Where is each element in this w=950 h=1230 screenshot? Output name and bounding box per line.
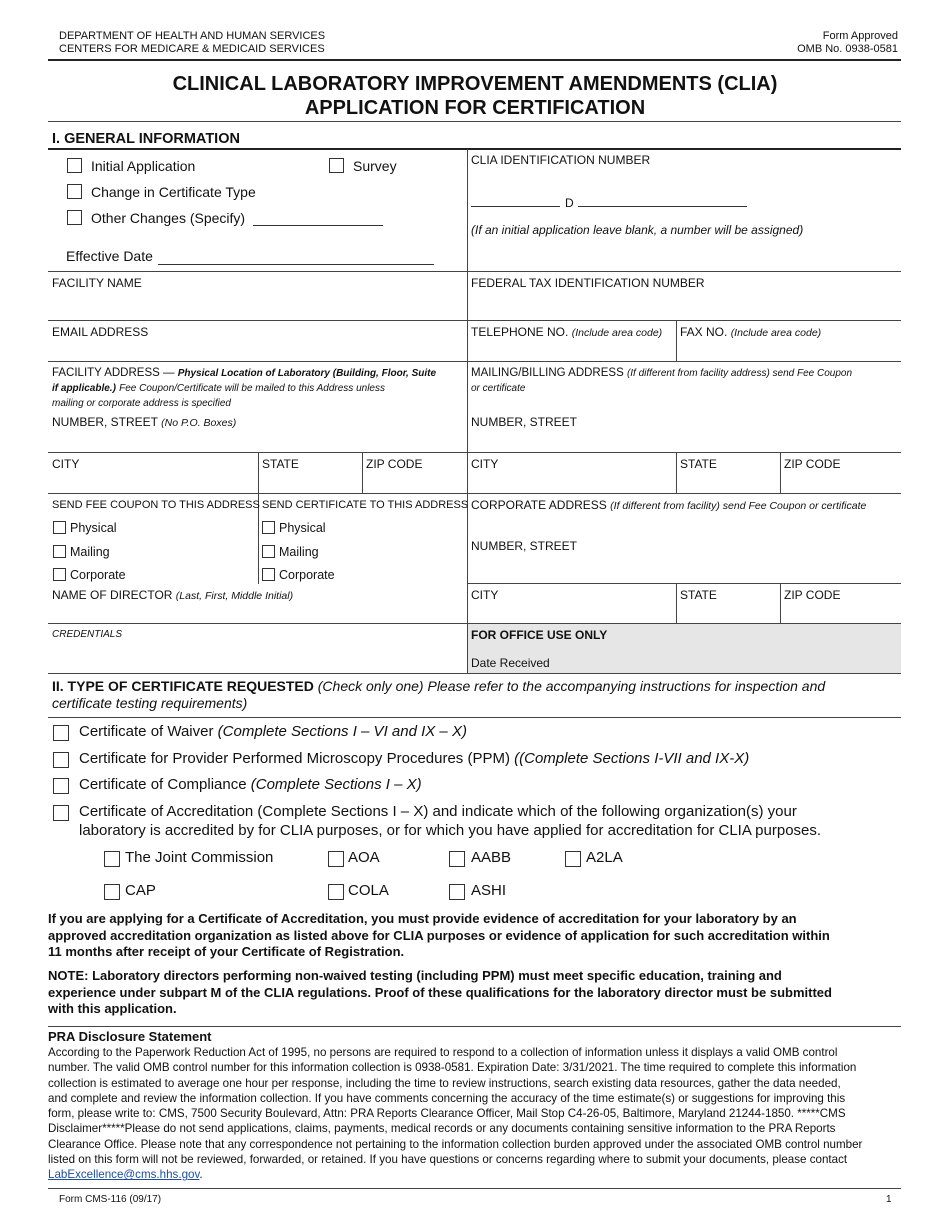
corporate-zip-label: ZIP CODE xyxy=(784,588,841,602)
clia-id-field-part-2[interactable] xyxy=(578,206,747,207)
mailing-state-label: STATE xyxy=(680,457,717,471)
pra-line: collection is estimated to average one hour per response, including the time to review instructions, search existing data resources, gather the data needed, xyxy=(48,1076,841,1090)
section-1-rule xyxy=(48,148,901,150)
fee-physical-checkbox[interactable] xyxy=(53,521,66,534)
accreditation-checkbox[interactable] xyxy=(53,805,69,821)
footer-rule xyxy=(48,1188,901,1189)
org-cola-label: COLA xyxy=(348,882,389,899)
pra-heading: PRA Disclosure Statement xyxy=(48,1029,212,1044)
cert-physical-label: Physical xyxy=(279,521,326,535)
date-received-label: Date Received xyxy=(471,656,550,670)
initial-application-checkbox[interactable] xyxy=(67,158,82,173)
fee-corporate-checkbox[interactable] xyxy=(53,568,66,581)
fee-corporate-label: Corporate xyxy=(70,568,126,582)
pra-rule xyxy=(48,1026,901,1027)
credentials-label: CREDENTIALS xyxy=(52,629,123,640)
page-number: 1 xyxy=(886,1194,892,1205)
org-joint-commission-label: The Joint Commission xyxy=(125,849,274,866)
ppm-note: ((Complete Sections I-VII and IX-X) xyxy=(514,750,750,767)
grid-col-line xyxy=(362,452,363,494)
cert-mailing-label: Mailing xyxy=(279,545,319,559)
waiver-checkbox[interactable] xyxy=(53,725,69,741)
facility-state-label: STATE xyxy=(262,457,299,471)
header-rule xyxy=(48,59,901,61)
federal-tax-id-label: FEDERAL TAX IDENTIFICATION NUMBER xyxy=(471,276,705,290)
mailing-address-text: MAILING/BILLING ADDRESS xyxy=(471,367,624,379)
no-po-boxes-note: (No P.O. Boxes) xyxy=(161,417,237,429)
corporate-address-note: (If different from facility) send Fee Coupon or certificate xyxy=(610,500,867,512)
clia-id-d: D xyxy=(565,196,574,210)
org-aabb-label: AABB xyxy=(471,849,512,866)
corporate-address-label xyxy=(471,498,866,513)
agency-header xyxy=(59,30,325,56)
dept-line-1: DEPARTMENT OF HEALTH AND HUMAN SERVICES xyxy=(59,30,326,42)
send-fee-coupon-label: SEND FEE COUPON TO THIS ADDRESS xyxy=(52,499,260,511)
ppm-label xyxy=(79,749,749,769)
fax-note: (Include area code) xyxy=(730,327,822,339)
org-aoa-checkbox[interactable] xyxy=(328,851,344,867)
facility-address-note-4: mailing or corporate address is specified xyxy=(52,398,231,409)
telephone-note: (Include area code) xyxy=(571,327,663,339)
pra-line: listed on this form will not be reviewed, forwarded, or retained. If you have questions or concerns regarding where to submit your documents, please contact xyxy=(48,1153,848,1167)
corporate-number-street-label: NUMBER, STREET xyxy=(471,539,578,553)
grid-col-line xyxy=(676,452,677,494)
corporate-state-label: STATE xyxy=(680,588,717,602)
cert-mailing-checkbox[interactable] xyxy=(262,545,275,558)
change-certificate-type-checkbox[interactable] xyxy=(67,184,82,199)
email-label: EMAIL ADDRESS xyxy=(52,325,149,339)
effective-date-field[interactable] xyxy=(158,264,434,265)
form-title-line-2: APPLICATION FOR CERTIFICATION xyxy=(304,97,646,119)
org-joint-commission-checkbox[interactable] xyxy=(104,851,120,867)
corporate-city-label: CITY xyxy=(471,588,499,602)
pra-body xyxy=(48,1045,908,1183)
director-note-paragraph xyxy=(48,968,908,1018)
pra-email-tail: . xyxy=(199,1168,203,1182)
fax-text: FAX NO. xyxy=(680,325,728,339)
section-2-heading xyxy=(52,678,902,712)
compliance-checkbox[interactable] xyxy=(53,778,69,794)
survey-checkbox[interactable] xyxy=(329,158,344,173)
ppm-text: Certificate for Provider Performed Microscopy Procedures (PPM) xyxy=(79,750,510,767)
section-1-heading: I. GENERAL INFORMATION xyxy=(52,131,240,147)
fax-label xyxy=(680,325,821,340)
omb-number: OMB No. 0938-0581 xyxy=(797,43,898,55)
facility-number-street-label xyxy=(52,415,236,430)
grid-row-line xyxy=(48,271,901,272)
grid-col-line xyxy=(676,583,677,624)
section-2-rule xyxy=(48,717,901,718)
grid-col-line xyxy=(780,452,781,494)
ppm-checkbox[interactable] xyxy=(53,752,69,768)
org-a2la-label: A2LA xyxy=(586,849,623,866)
facility-number-street-text: NUMBER, STREET xyxy=(52,415,158,429)
grid-row-line xyxy=(48,452,901,453)
note-line-3: with this application. xyxy=(48,1001,177,1016)
director-text: NAME OF DIRECTOR xyxy=(52,588,173,602)
note-line-2: experience under subpart M of the CLIA regulations. Proof of these qualifications for the laboratory director must be submitted xyxy=(48,984,832,1000)
telephone-text: TELEPHONE NO. xyxy=(471,325,569,339)
facility-address-label xyxy=(52,366,464,411)
grid-row-line xyxy=(48,361,901,362)
waiver-text: Certificate of Waiver xyxy=(79,723,214,740)
mailing-note-1: (If different from facility address) send Fee Coupon xyxy=(626,368,853,379)
clia-id-note: (If an initial application leave blank, a number will be assigned) xyxy=(471,223,804,237)
org-ashi-label: ASHI xyxy=(471,882,507,899)
section-2-note-1: (Check only one) Please refer to the accompanying instructions for inspection and xyxy=(317,678,826,694)
section-2-title: II. TYPE OF CERTIFICATE REQUESTED xyxy=(52,678,314,694)
facility-address-note-3: Fee Coupon/Certificate will be mailed to this Address unless xyxy=(119,383,385,394)
grid-row-line xyxy=(467,583,901,584)
mailing-city-label: CITY xyxy=(471,457,499,471)
cert-physical-checkbox[interactable] xyxy=(262,521,275,534)
fee-mailing-checkbox[interactable] xyxy=(53,545,66,558)
grid-row-line xyxy=(48,320,901,321)
director-note: (Last, First, Middle Initial) xyxy=(175,590,294,602)
director-label xyxy=(52,588,293,603)
org-ashi-checkbox[interactable] xyxy=(449,884,465,900)
pra-line: According to the Paperwork Reduction Act of 1995, no persons are required to respond to a collection of information unless it displays a valid OMB control xyxy=(48,1046,838,1059)
org-aabb-checkbox[interactable] xyxy=(449,851,465,867)
office-use-label: FOR OFFICE USE ONLY xyxy=(471,628,608,642)
dept-line-2: CENTERS FOR MEDICARE & MEDICAID SERVICES xyxy=(59,43,325,55)
omb-block xyxy=(797,30,898,56)
pra-line: and complete and review the information collection. If you have comments concerning the accuracy of the time estimate(s) or suggestions for improving this xyxy=(48,1091,846,1105)
accreditation-label xyxy=(79,802,901,840)
facility-address-note-2: if applicable.) xyxy=(52,383,116,394)
note-line-1: Laboratory directors performing non-waived testing (including PPM) must meet specific education, training and xyxy=(88,968,782,983)
other-changes-label: Other Changes (Specify) xyxy=(91,210,246,226)
cert-corporate-label: Corporate xyxy=(279,568,335,582)
waiver-label xyxy=(79,722,467,742)
pra-line: Clearance Office. Please note that any correspondence not pertaining to the information collection burden approved under the associated OMB control number xyxy=(48,1137,863,1151)
grid-row-line xyxy=(48,673,901,674)
compliance-text: Certificate of Compliance xyxy=(79,776,247,793)
form-approved: Form Approved xyxy=(822,30,898,42)
clia-id-label: CLIA IDENTIFICATION NUMBER xyxy=(471,153,651,167)
accreditation-line-2: laboratory is accredited by for CLIA purposes, or for which you have applied for accreditation for CLIA purposes. xyxy=(79,822,822,839)
other-changes-field[interactable] xyxy=(253,225,383,226)
form-title-line-1: CLINICAL LABORATORY IMPROVEMENT AMENDMENTS (CLIA) xyxy=(172,73,778,95)
grid-col-line xyxy=(676,320,677,362)
grid-center-line xyxy=(467,149,468,673)
effective-date-label: Effective Date xyxy=(66,248,153,264)
accreditation-line-1: Certificate of Accreditation (Complete Sections I – X) and indicate which of the following organization(s) your xyxy=(79,803,797,820)
facility-address-text: FACILITY ADDRESS — xyxy=(52,367,175,379)
title-rule xyxy=(48,121,901,122)
grid-row-line xyxy=(48,493,901,494)
initial-application-label: Initial Application xyxy=(91,158,196,174)
facility-city-label: CITY xyxy=(52,457,80,471)
cert-corporate-checkbox[interactable] xyxy=(262,568,275,581)
org-cap-checkbox[interactable] xyxy=(104,884,120,900)
org-cap-label: CAP xyxy=(125,882,156,899)
other-changes-checkbox[interactable] xyxy=(67,210,82,225)
org-aoa-label: AOA xyxy=(348,849,380,866)
accreditation-notice-line-2: approved accreditation organization as listed above for CLIA purposes or evidence of application for such accreditation within xyxy=(48,927,830,943)
facility-name-label: FACILITY NAME xyxy=(52,276,142,290)
clia-id-field-part-1[interactable] xyxy=(471,206,560,207)
mailing-zip-label: ZIP CODE xyxy=(784,457,841,471)
waiver-note: (Complete Sections I – VI and IX – X) xyxy=(217,723,467,740)
change-certificate-type-label: Change in Certificate Type xyxy=(91,184,256,200)
grid-col-line xyxy=(780,583,781,624)
accreditation-notice-line-1: If you are applying for a Certificate of Accreditation, you must provide evidence of accreditation for your laboratory by an xyxy=(48,911,797,926)
compliance-label xyxy=(79,775,422,795)
mailing-note-2: or certificate xyxy=(471,383,526,394)
mailing-number-street-label: NUMBER, STREET xyxy=(471,415,578,429)
pra-line: form, please write to: CMS, 7500 Security Boulevard, Attn: PRA Reports Clearance Officer, Mail Stop C4-26-05, Baltimore, Maryland 21244-1850. *****CMS xyxy=(48,1107,846,1121)
org-cola-checkbox[interactable] xyxy=(328,884,344,900)
section-2-note-2: certificate testing requirements) xyxy=(52,695,248,711)
corporate-address-text: CORPORATE ADDRESS xyxy=(471,498,607,512)
send-certificate-label: SEND CERTIFICATE TO THIS ADDRESS xyxy=(262,499,469,511)
form-number: Form CMS-116 (09/17) xyxy=(59,1194,162,1205)
facility-address-note-1: Physical Location of Laboratory (Building, Floor, Suite xyxy=(177,368,437,379)
telephone-label xyxy=(471,325,662,340)
mailing-address-label xyxy=(471,366,899,396)
accreditation-notice-line-3: 11 months after receipt of your Certificate of Registration. xyxy=(48,944,405,959)
org-a2la-checkbox[interactable] xyxy=(565,851,581,867)
note-label: NOTE: xyxy=(48,968,89,983)
facility-zip-label: ZIP CODE xyxy=(366,457,423,471)
lab-excellence-email-link[interactable]: LabExcellence@cms.hhs.gov xyxy=(48,1168,200,1182)
pra-line: Disclaimer*****Please do not send applications, claims, payments, medical records or any documents containing sensitive information to the PRA Reports xyxy=(48,1122,836,1136)
pra-line: number. The valid OMB control number for this information collection is 0938-0581. Expiration Date: 3/31/2021. The time required to complete this information xyxy=(48,1061,857,1075)
accreditation-notice xyxy=(48,911,908,961)
compliance-note: (Complete Sections I – X) xyxy=(250,776,422,793)
fee-physical-label: Physical xyxy=(70,521,117,535)
fee-mailing-label: Mailing xyxy=(70,545,110,559)
survey-label: Survey xyxy=(353,158,397,174)
grid-col-line xyxy=(258,452,259,584)
